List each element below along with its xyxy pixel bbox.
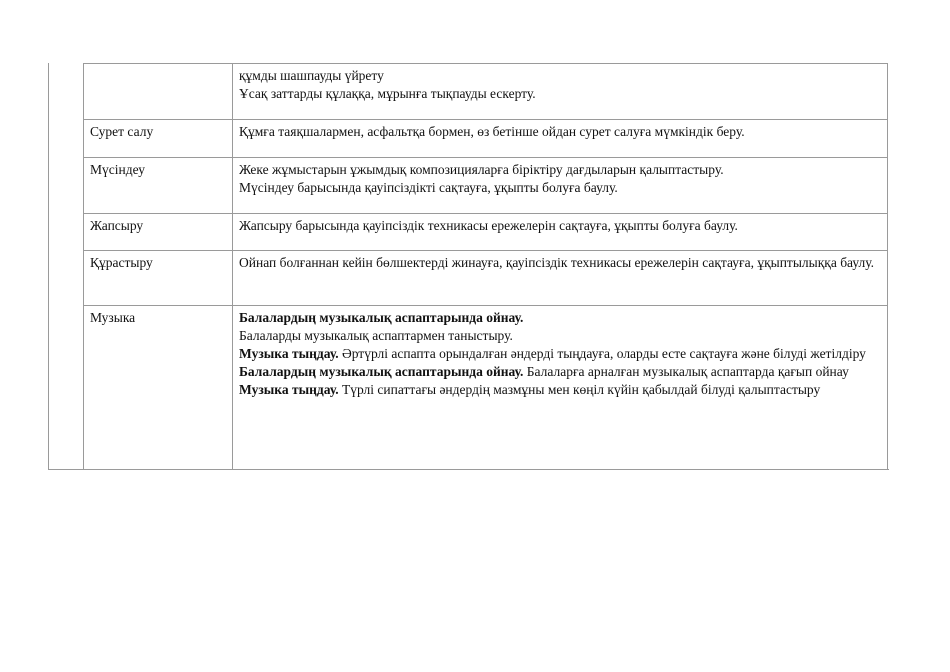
subject-cell: Құрастыру xyxy=(84,251,233,306)
content-line: Ойнап болғаннан кейін бөлшектерді жинауға, қауіпсіздік техникасы ережелерін сақтауға, ұқыптылыққа баулу. xyxy=(239,255,875,270)
content-text: Түрлі сипаттағы әндердің мазмұны мен көңіл күйін қабылдай білуді қалыптастыру xyxy=(338,382,821,397)
content-cell xyxy=(233,120,888,158)
bold-heading: Балалардың музыкалық аспаптарында ойнау. xyxy=(239,364,524,379)
table-row xyxy=(84,251,888,306)
table-row xyxy=(84,214,888,251)
content-line: құмды шашпауды үйрету xyxy=(239,68,384,83)
subject-cell: Жапсыру xyxy=(84,214,233,251)
table-row xyxy=(84,158,888,214)
activities-table xyxy=(83,63,888,470)
bold-heading: Балалардың музыкалық аспаптарында ойнау. xyxy=(239,310,524,325)
content-line xyxy=(239,381,881,399)
content-line: Ұсақ заттарды құлаққа, мұрынға тықпауды ескерту. xyxy=(239,86,536,101)
subject-cell: Музыка xyxy=(84,306,233,470)
content-cell xyxy=(233,158,888,214)
content-line xyxy=(239,363,881,381)
content-line: Балаларды музыкалық аспаптармен таныстыру. xyxy=(239,328,513,343)
content-line xyxy=(239,345,881,363)
table-row xyxy=(84,306,888,470)
subject-cell: Мүсіндеу xyxy=(84,158,233,214)
subject-cell: Сурет салу xyxy=(84,120,233,158)
content-line xyxy=(239,309,881,327)
content-text: Балаларға арналған музыкалық аспаптарда қағып ойнау xyxy=(523,364,849,379)
left-margin-column xyxy=(48,63,84,469)
table-row xyxy=(84,64,888,120)
bold-heading: Музыка тыңдау. xyxy=(239,346,339,361)
table-row xyxy=(84,120,888,158)
content-line: Жеке жұмыстарын ұжымдық композицияларға біріктіру дағдыларын қалыптастыру. xyxy=(239,162,724,177)
bold-heading: Музыка тыңдау. xyxy=(239,382,339,397)
content-line: Жапсыру барысында қауіпсіздік техникасы ережелерін сақтауға, ұқыпты болуға баулу. xyxy=(239,218,738,233)
content-cell xyxy=(233,251,888,306)
content-cell xyxy=(233,64,888,120)
subject-cell xyxy=(84,64,233,120)
content-cell xyxy=(233,214,888,251)
content-line: Мүсіндеу барысында қауіпсіздікті сақтауға, ұқыпты болуға баулу. xyxy=(239,180,618,195)
content-text: Әртүрлі аспапта орындалған әндерді тыңдауға, оларды есте сақтауға және білуді жетілдіру xyxy=(338,346,866,361)
content-line: Құмға таяқшалармен, асфальтқа бормен, өз бетінше ойдан сурет салуға мүмкіндік беру. xyxy=(239,124,745,139)
content-cell xyxy=(233,306,888,470)
